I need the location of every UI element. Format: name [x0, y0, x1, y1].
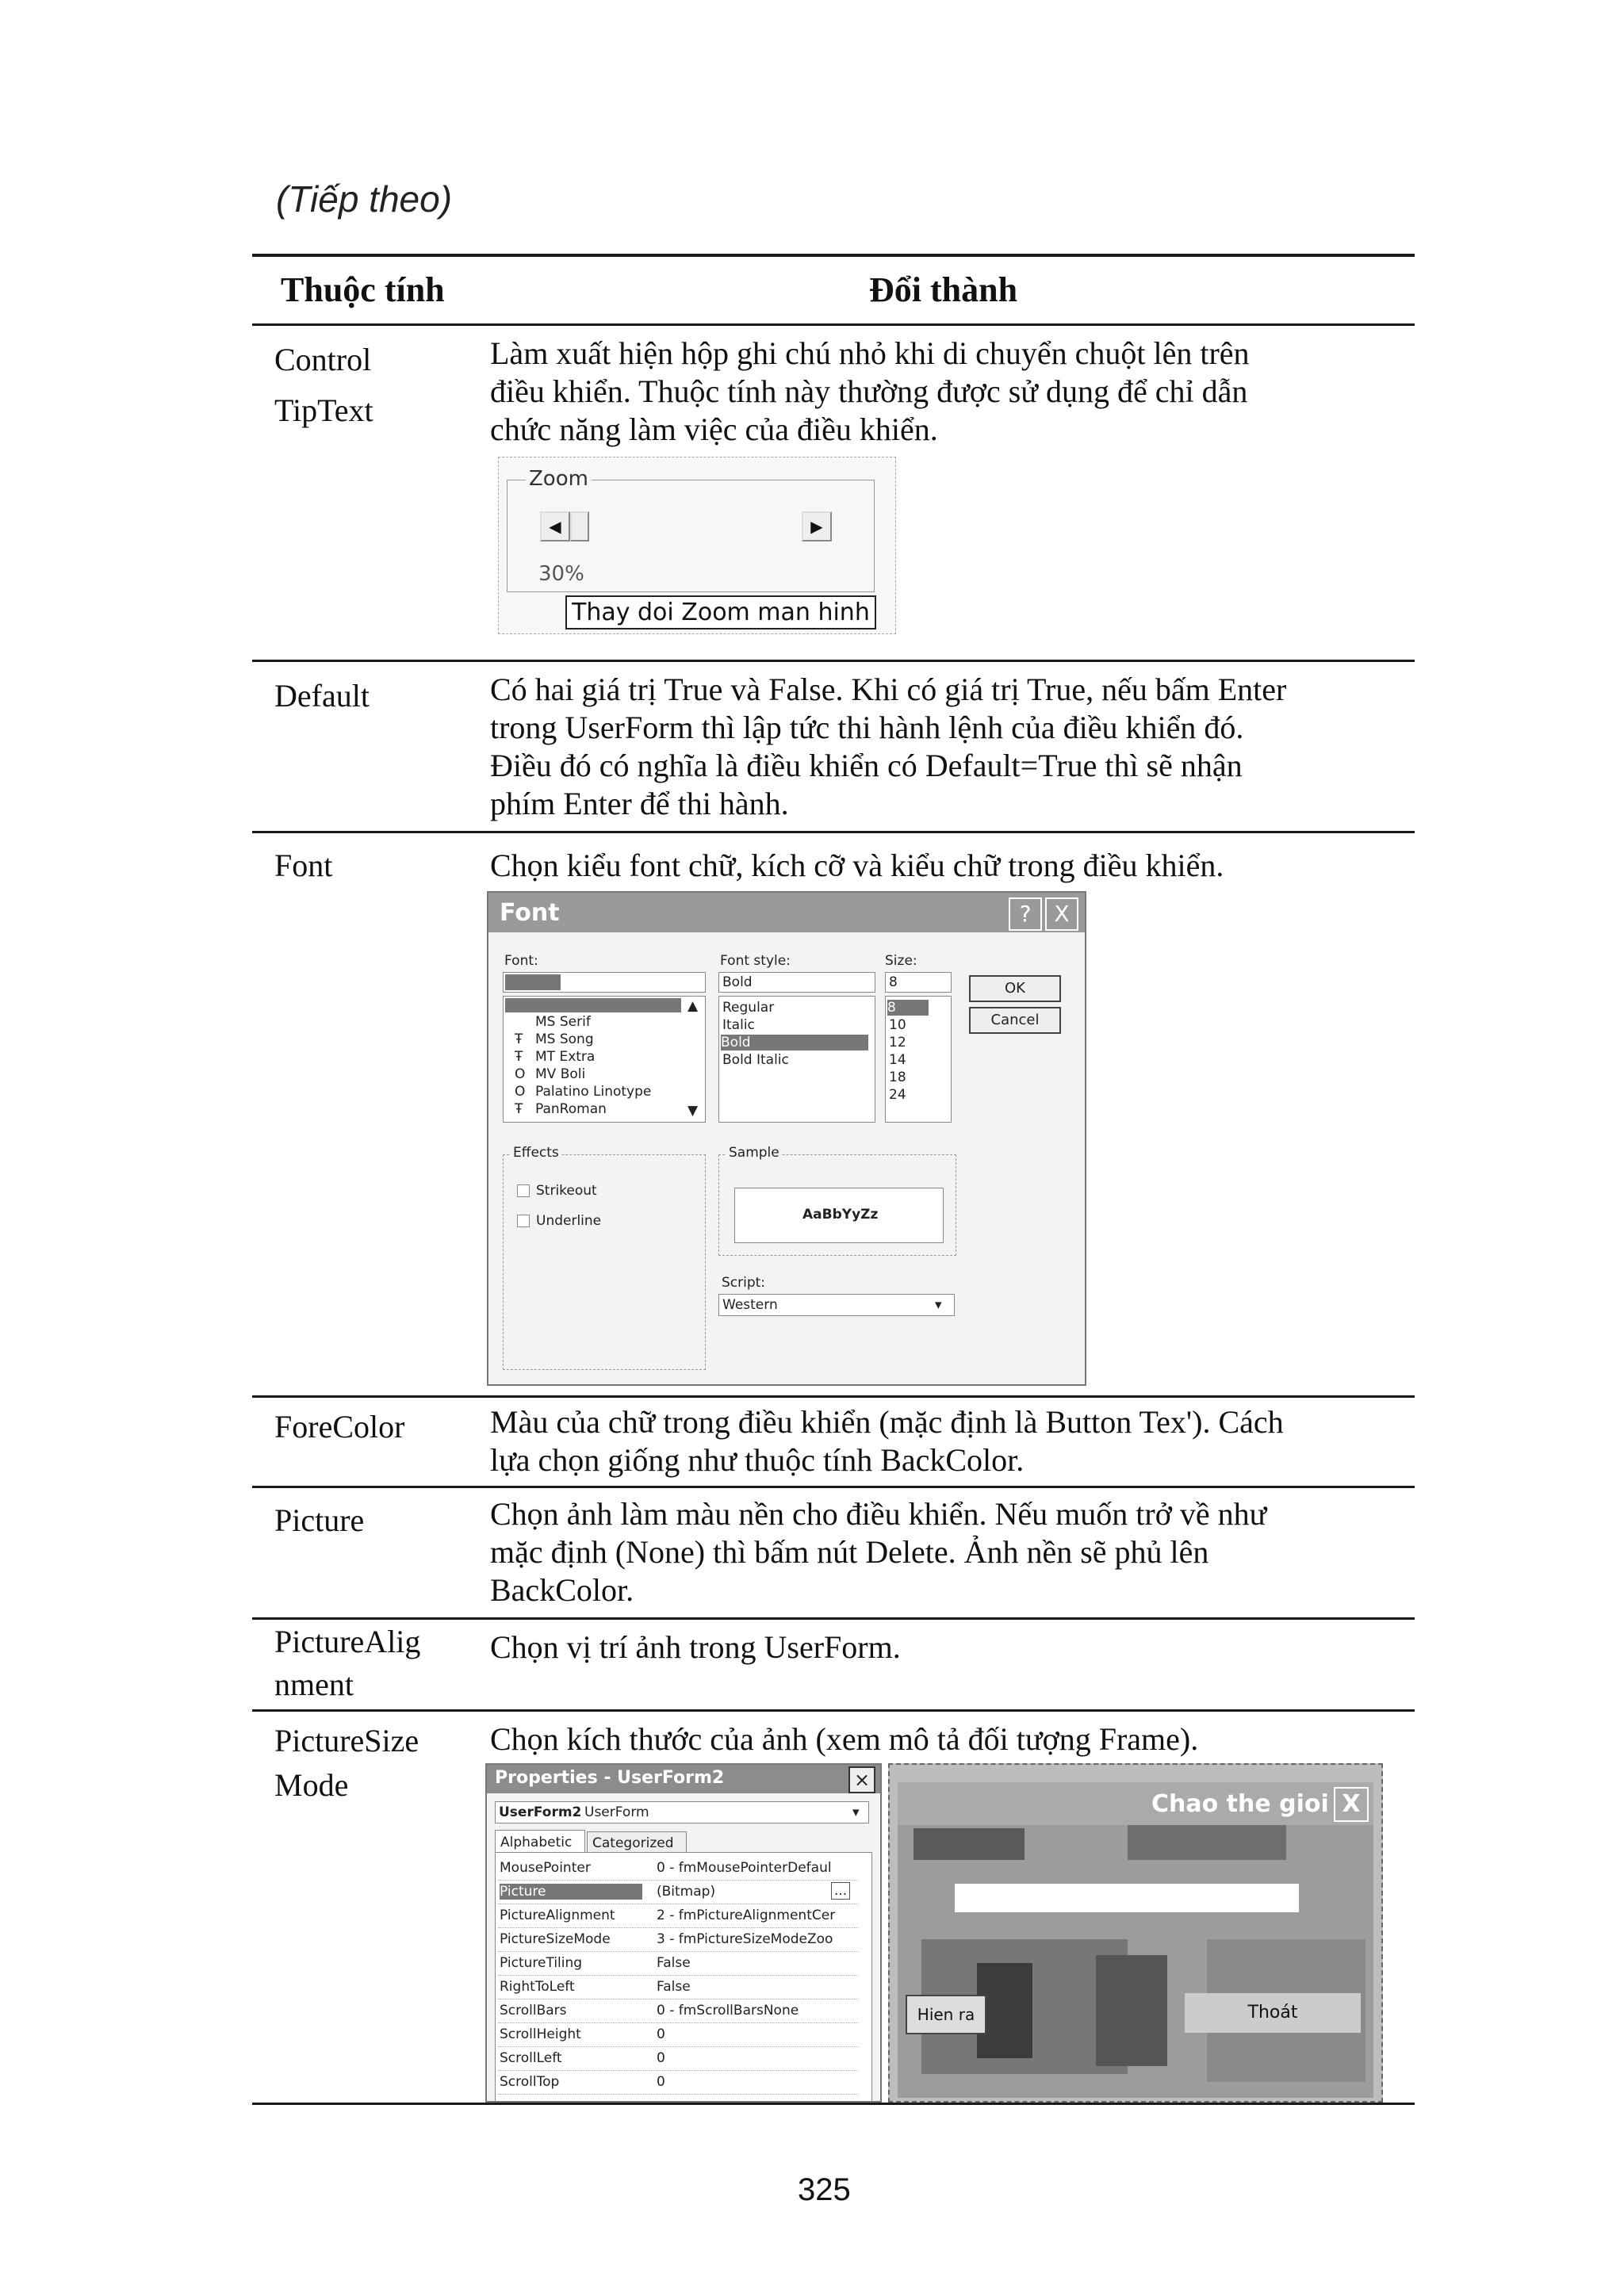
size-list-item[interactable]: 18 — [889, 1070, 906, 1085]
form-title: Chao the gioi — [1151, 1790, 1329, 1818]
property-row[interactable] — [498, 1904, 858, 1928]
object-name: UserForm2 — [499, 1804, 582, 1820]
property-value: 2 - fmPictureAlignmentCer — [657, 1908, 836, 1923]
underline-checkbox[interactable] — [517, 1215, 530, 1227]
script-value: Western — [722, 1297, 778, 1313]
desc-line: Chọn vị trí ảnh trong UserForm. — [490, 1629, 901, 1665]
properties-window — [485, 1763, 882, 2103]
desc-line: chức năng làm việc của điều khiển. — [490, 411, 938, 447]
style-list-item[interactable]: Regular — [722, 1000, 775, 1016]
effects-label: Effects — [511, 1145, 561, 1161]
scroll-right-icon[interactable]: ▶ — [802, 511, 832, 541]
desc-line: Chọn ảnh làm màu nền cho điều khiển. Nếu muốn trở về như — [490, 1496, 1267, 1532]
truetype-icon: Ŧ — [515, 1031, 523, 1047]
strikeout-label: Strikeout — [536, 1183, 597, 1199]
object-select[interactable] — [495, 1801, 869, 1823]
desc-line: Chọn kích thước của ảnh (xem mô tả đối tượng Frame). — [490, 1721, 1199, 1757]
chevron-down-icon[interactable]: ▾ — [852, 1804, 860, 1820]
row-name-picture-alignment — [274, 1621, 457, 1706]
desc-line: Điều đó có nghĩa là điều khiển có Default=True thì sẽ nhận — [490, 748, 1243, 783]
name-line: Mode — [274, 1767, 349, 1803]
property-row[interactable] — [498, 2047, 858, 2071]
tab-alphabetic-label: Alphabetic — [500, 1835, 573, 1850]
row-name-default: Default — [274, 678, 370, 714]
truetype-icon: Ŧ — [515, 1049, 523, 1065]
row-name-control-tiptext — [274, 335, 457, 436]
continued-label: (Tiếp theo) — [276, 178, 453, 220]
row-desc-forecolor — [490, 1403, 1408, 1479]
font-dialog-title: Font — [500, 899, 560, 927]
property-name: ScrollBars — [500, 2003, 567, 2019]
font-size-value: 8 — [889, 974, 898, 990]
property-row[interactable] — [498, 1952, 858, 1976]
property-value: 0 - fmMousePointerDefaul — [657, 1860, 832, 1876]
row-name-forecolor: ForeColor — [274, 1409, 405, 1445]
font-style-list[interactable] — [718, 996, 875, 1123]
close-icon[interactable]: X — [1334, 1787, 1369, 1822]
desc-line: BackColor. — [490, 1572, 634, 1608]
font-style-input[interactable] — [718, 972, 875, 993]
cancel-button[interactable]: Cancel — [969, 1007, 1061, 1034]
row-desc-picture — [490, 1495, 1408, 1609]
sample-label: Sample — [726, 1145, 782, 1161]
property-row[interactable] — [498, 2023, 858, 2047]
table-top-rule — [252, 254, 1415, 257]
row-divider — [252, 1617, 1415, 1620]
property-row[interactable] — [498, 1976, 858, 1999]
property-row[interactable] — [498, 1857, 858, 1881]
name-line: nment — [274, 1667, 354, 1702]
font-list-item[interactable]: MS Song — [535, 1031, 594, 1047]
font-list-item[interactable]: MS Serif — [535, 1014, 591, 1030]
ellipsis-button[interactable]: ... — [831, 1882, 850, 1900]
property-value: (Bitmap) — [657, 1884, 716, 1900]
close-icon[interactable]: X — [1045, 897, 1078, 931]
tab-categorized[interactable] — [587, 1831, 687, 1854]
font-dialog — [487, 891, 1086, 1386]
desc-line: Màu của chữ trong điều khiển (mặc định là Button Tex'). Cách — [490, 1404, 1284, 1440]
tab-alphabetic[interactable] — [495, 1830, 585, 1853]
object-type: UserForm — [584, 1804, 649, 1820]
desc-line: Làm xuất hiện hộp ghi chú nhỏ khi di chuyển chuột lên trên — [490, 335, 1250, 371]
row-name-picture-size-mode — [274, 1719, 457, 1808]
table-bottom-rule — [252, 2103, 1415, 2105]
row-divider — [252, 831, 1415, 833]
property-value: 0 — [657, 2074, 665, 2090]
property-value: 0 - fmScrollBarsNone — [657, 2003, 799, 2019]
name-line: PictureAlig — [274, 1624, 421, 1659]
sample-text: AaBbYyZz — [802, 1207, 879, 1223]
property-row[interactable] — [498, 2071, 858, 2095]
size-list-item[interactable]: 10 — [889, 1017, 906, 1033]
tab-categorized-label: Categorized — [592, 1835, 674, 1851]
opentype-icon: O — [515, 1084, 526, 1100]
properties-titlebar — [487, 1765, 880, 1793]
font-size-list[interactable] — [885, 996, 952, 1123]
property-name: PictureTiling — [500, 1955, 583, 1971]
font-label: Font: — [504, 953, 538, 969]
row-divider — [252, 1486, 1415, 1488]
size-list-item[interactable]: 12 — [889, 1035, 906, 1050]
size-label: Size: — [885, 953, 917, 969]
desc-line: lựa chọn giống như thuộc tính BackColor. — [490, 1442, 1025, 1478]
userform-preview — [888, 1763, 1383, 2103]
font-style-label: Font style: — [720, 953, 791, 969]
ok-button[interactable]: OK — [969, 975, 1061, 1002]
style-list-item[interactable]: Italic — [722, 1017, 755, 1033]
scroll-thumb[interactable] — [570, 511, 589, 541]
font-list-item[interactable]: PanRoman — [535, 1101, 607, 1117]
style-list-item-selected[interactable]: Bold — [721, 1035, 868, 1050]
zoom-scrollbar[interactable] — [540, 511, 841, 541]
row-desc-control-tiptext — [490, 335, 1408, 449]
name-line: PictureSize — [274, 1723, 419, 1758]
property-value: 0 — [657, 2050, 665, 2066]
show-button[interactable]: Hien ra — [906, 1995, 986, 2034]
size-list-item-selected[interactable]: 8 — [887, 1000, 929, 1016]
desc-line: điều khiển. Thuộc tính này thường được sử dụng để chỉ dẫn — [490, 373, 1248, 409]
help-icon[interactable]: ? — [1009, 897, 1042, 931]
row-divider — [252, 660, 1415, 662]
property-name: ScrollLeft — [500, 2050, 562, 2066]
properties-title: Properties - UserForm2 — [495, 1768, 725, 1788]
truetype-icon: Ŧ — [515, 1101, 523, 1117]
header-divider — [252, 323, 1415, 326]
zoom-value: 30% — [538, 562, 584, 586]
property-name: Picture — [500, 1884, 642, 1900]
opentype-icon: O — [515, 1066, 526, 1082]
row-divider — [252, 1709, 1415, 1712]
font-list-item[interactable]: Palatino Linotype — [535, 1084, 652, 1100]
font-size-input[interactable] — [885, 972, 952, 993]
row-desc-default — [490, 671, 1408, 823]
row-name-font: Font — [274, 848, 333, 883]
name-line: TipText — [274, 392, 373, 428]
font-name-input[interactable] — [503, 972, 706, 993]
font-name-selection — [505, 974, 561, 990]
script-label: Script: — [722, 1275, 766, 1291]
property-value: 3 - fmPictureSizeModeZoo — [657, 1931, 833, 1947]
chevron-down-icon[interactable]: ▾ — [935, 1297, 942, 1313]
row-desc-picture-alignment — [490, 1628, 1408, 1667]
row-desc-font — [490, 847, 1408, 885]
form-textbox[interactable] — [955, 1884, 1299, 1912]
scroll-down-icon[interactable]: ▼ — [688, 1103, 699, 1119]
size-list-item[interactable]: 14 — [889, 1052, 906, 1068]
row-name-picture: Picture — [274, 1502, 365, 1538]
close-icon[interactable]: × — [848, 1766, 875, 1793]
strikeout-checkbox[interactable] — [517, 1184, 530, 1197]
desc-line: Chọn kiểu font chữ, kích cỡ và kiểu chữ trong điều khiển. — [490, 848, 1224, 883]
desc-line: phím Enter để thi hành. — [490, 786, 789, 821]
desc-line: trong UserForm thì lập tức thi hành lệnh của điều khiển đó. — [490, 710, 1244, 745]
font-list-selected[interactable] — [505, 998, 681, 1012]
font-dialog-titlebar — [488, 893, 1085, 932]
size-list-item[interactable]: 24 — [889, 1087, 906, 1103]
desc-line: mặc định (None) thì bấm nút Delete. Ảnh nền sẽ phủ lên — [490, 1534, 1209, 1570]
property-name: PictureAlignment — [500, 1908, 615, 1923]
property-value: False — [657, 1979, 691, 1995]
exit-button[interactable]: Thoát — [1185, 1993, 1361, 2033]
page-number: 325 — [798, 2172, 851, 2207]
property-name: MousePointer — [500, 1860, 591, 1876]
zoom-legend: Zoom — [526, 467, 592, 491]
property-row-selected[interactable] — [498, 1881, 858, 1904]
header-property: Thuộc tính — [281, 270, 445, 309]
script-select[interactable] — [718, 1294, 955, 1316]
row-desc-picture-size-mode — [490, 1720, 1408, 1758]
property-value: False — [657, 1955, 691, 1971]
property-name: ScrollTop — [500, 2074, 560, 2090]
font-list-item[interactable]: MV Boli — [535, 1066, 586, 1082]
underline-label: Underline — [536, 1213, 602, 1229]
property-row[interactable] — [498, 1928, 858, 1952]
font-style-value: Bold — [722, 974, 753, 990]
property-name: PictureSizeMode — [500, 1931, 611, 1947]
scroll-left-icon[interactable]: ◀ — [540, 511, 570, 541]
property-name: RightToLeft — [500, 1979, 575, 1995]
scroll-up-icon[interactable]: ▲ — [688, 998, 699, 1014]
name-line: Control — [274, 342, 372, 377]
desc-line: Có hai giá trị True và False. Khi có giá trị True, nếu bấm Enter — [490, 672, 1287, 707]
font-list[interactable] — [503, 996, 706, 1123]
effects-group — [503, 1154, 706, 1370]
header-change-to: Đổi thành — [869, 270, 1018, 309]
style-list-item[interactable]: Bold Italic — [722, 1052, 789, 1068]
property-name: ScrollHeight — [500, 2026, 581, 2042]
zoom-tooltip: Thay doi Zoom man hinh — [565, 595, 876, 629]
property-row[interactable] — [498, 1999, 858, 2023]
row-divider — [252, 1395, 1415, 1398]
font-list-item[interactable]: MT Extra — [535, 1049, 596, 1065]
zoom-demo — [498, 457, 896, 634]
property-value: 0 — [657, 2026, 665, 2042]
